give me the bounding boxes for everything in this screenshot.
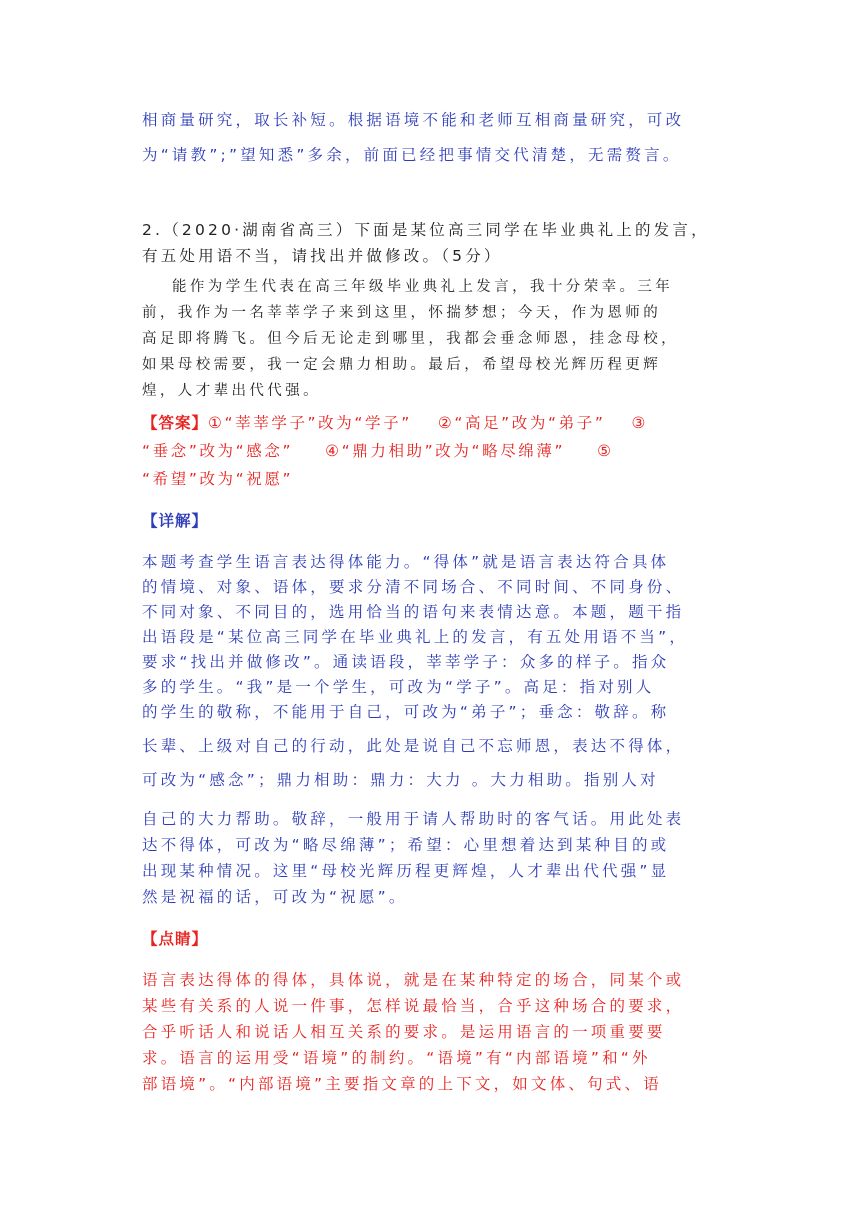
explanation-line-11: 达不得体，可改为“略尽绵薄”；希望：心里想着达到某种目的或: [142, 836, 670, 854]
tip-line-2: 某些有关系的人说一件事，怎样说最恰当，合乎这种场合的要求，: [142, 997, 685, 1015]
answer-item-2: ②“高足”改为“弟子”: [437, 414, 606, 432]
explanation-line-10: 自己的大力帮助。敬辞，一般用于请人帮助时的客气话。用此处表: [142, 810, 685, 828]
prev-answer-line-2: 为“请教”;”望知悉”多余，前面已经把事情交代清楚，无需赘言。: [142, 146, 682, 164]
passage-line-4: 如果母校需要，我一定会鼎力相助。最后，希望母校光辉历程更辉: [142, 357, 662, 373]
answer-item-3: “垂念”改为“感念”: [142, 442, 294, 460]
answer-item-5-marker: ⑤: [597, 442, 614, 460]
tip-heading: 【点睛】: [142, 930, 209, 948]
answer-item-3-marker: ③: [631, 414, 648, 432]
prev-answer-line-1: 相商量研究，取长补短。根据语境不能和老师互相商量研究，可改: [142, 111, 685, 129]
explanation-line-4: 出语段是“某位高三同学在毕业典礼上的发言，有五处用语不当”，: [142, 628, 689, 646]
explanation-line-5: 要求“找出并做修改”。通读语段，莘莘学子：众多的样子。指众: [142, 653, 670, 671]
passage-line-5: 煌，人才辈出代代强。: [142, 383, 321, 399]
tip-line-3: 合乎听话人和说话人相互关系的要求。是运用语言的一项重要要: [142, 1023, 666, 1041]
answer-line-3: “希望”改为“祝愿”: [142, 470, 294, 488]
passage-line-3: 高足即将腾飞。但今后无论走到哪里，我都会垂念师恩，挂念母校，: [142, 331, 679, 347]
tip-line-5: 部语境”。“内部语境”主要指文章的上下文，如文体、句式、语: [142, 1075, 662, 1093]
passage-line-2: 前，我作为一名莘莘学子来到这里，怀揣梦想；今天，作为恩师的: [142, 305, 662, 321]
explanation-line-2: 的情境、对象、语体，要求分清不同场合、不同时间、不同身份、: [142, 578, 685, 596]
explanation-line-7: 的学生的敬称，不能用于自己，可改为“弟子”；垂念：敬辞。称: [142, 703, 670, 721]
tip-line-4: 求。语言的运用受“语境”的制约。“语境”有“内部语境”和“外: [142, 1049, 651, 1067]
question-line-1: 2.（2020·湖南省高三）下面是某位高三同学在毕业典礼上的发言，: [142, 221, 710, 239]
explanation-heading: 【详解】: [142, 512, 209, 530]
answer-label: 【答案】: [142, 414, 209, 432]
explanation-line-13: 然是祝福的话，可改为“祝愿”。: [142, 888, 408, 906]
explanation-line-9: 可改为“感念”；鼎力相助：鼎力：大力 。大力相助。指别人对: [142, 771, 659, 789]
explanation-line-1: 本题考查学生语言表达得体能力。“得体”就是语言表达符合具体: [142, 553, 670, 571]
tip-line-1: 语言表达得体的得体，具体说，就是在某种特定的场合，同某个或: [142, 971, 685, 989]
explanation-line-12: 出现某种情况。这里“母校光辉历程更辉煌，人才辈出代代强”显: [142, 862, 670, 880]
explanation-line-8: 长辈、上级对自己的行动，此处是说自己不忘师恩，表达不得体，: [142, 737, 685, 755]
question-line-2: 有五处用语不当，请找出并做修改。（5分）: [142, 247, 503, 265]
answer-line-2: [142, 440, 722, 462]
passage-line-1: 能作为学生代表在高三年级毕业典礼上发言，我十分荣幸。三年: [172, 279, 674, 295]
answer-item-4: ④“鼎力相助”改为“略尽绵薄”: [325, 442, 566, 460]
answer-line-1: [142, 412, 722, 434]
explanation-line-6: 多的学生。“我”是一个学生，可改为“学子”。高足：指对别人: [142, 678, 655, 696]
answer-item-1: ①“莘莘学子”改为“学子”: [208, 414, 412, 432]
explanation-line-3: 不同对象、不同目的，选用恰当的语句来表情达意。本题，题干指: [142, 603, 685, 621]
